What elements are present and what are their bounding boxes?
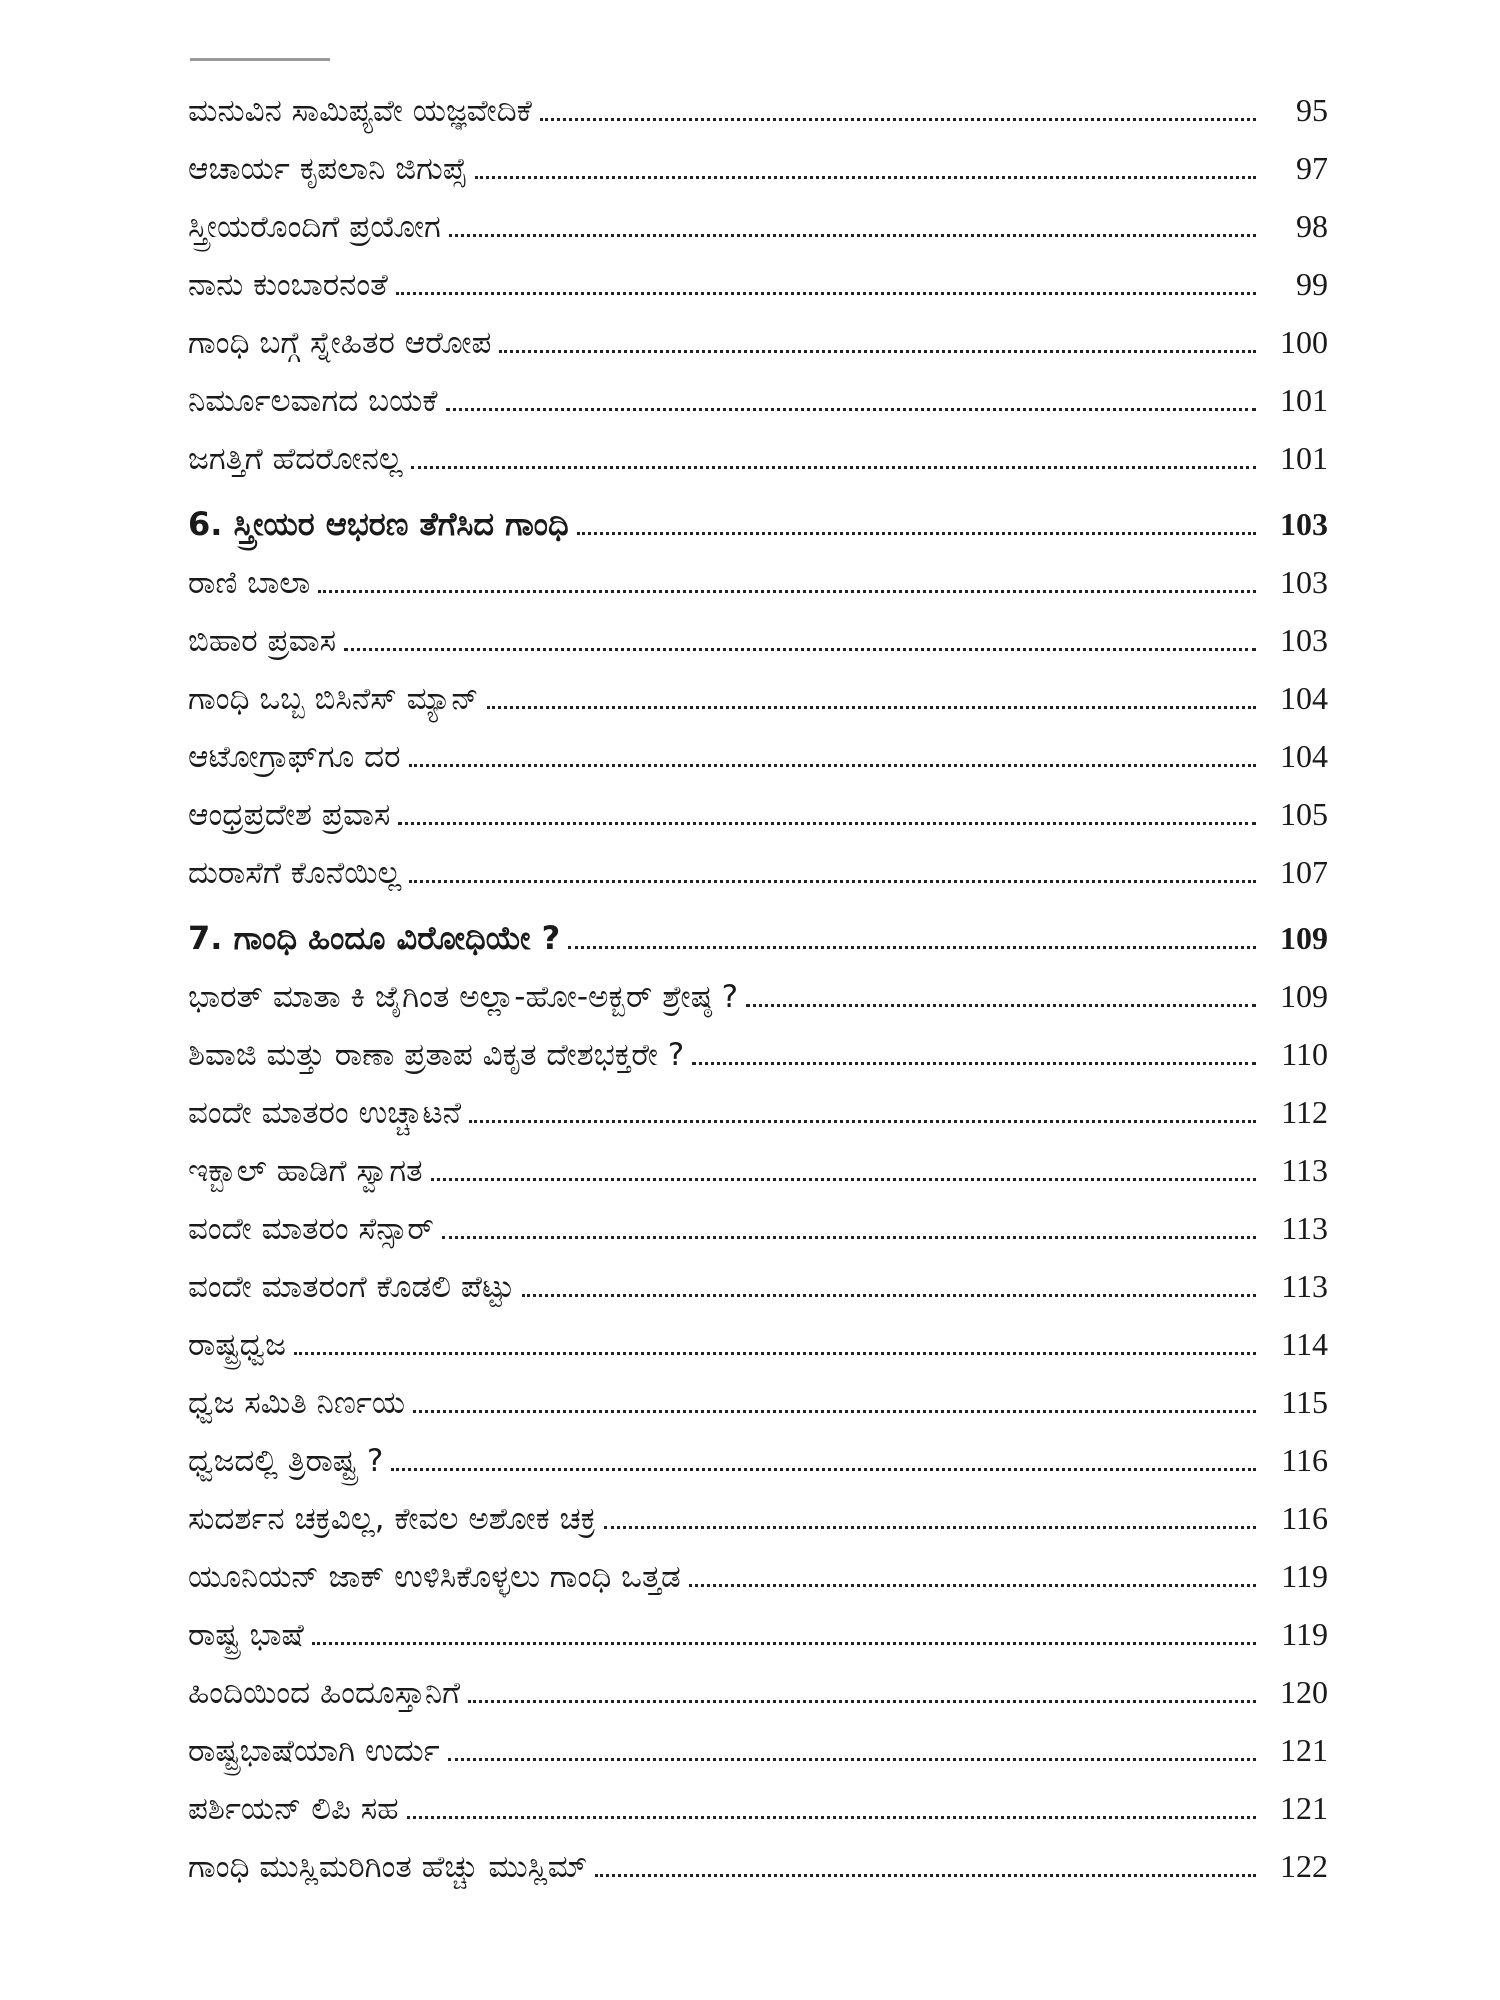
dot-leader xyxy=(398,822,1256,825)
toc-entry-title: ಇಕ್ಬಾಲ್ ಹಾಡಿಗೆ ಸ್ವಾಗತ xyxy=(188,1152,423,1189)
toc-entry-title: ಶಿವಾಜಿ ಮತ್ತು ರಾಣಾ ಪ್ರತಾಪ ವಿಕೃತ ದೇಶಭಕ್ತರೇ ? xyxy=(188,1036,685,1073)
toc-entry xyxy=(188,1536,1328,1594)
toc-entry-title: ವಂದೇ ಮಾತರಂಗೆ ಕೊಡಲಿ ಪೆಟ್ಟು xyxy=(188,1268,515,1305)
toc-entry xyxy=(188,542,1328,600)
toc-entry xyxy=(188,1420,1328,1478)
toc-entry-page: 112 xyxy=(1281,1093,1328,1130)
toc-entry-title: ರಾಷ್ಟ್ರಭಾಷೆಯಾಗಿ ಉರ್ದು xyxy=(188,1732,440,1769)
toc-entry-title: ದುರಾಸೆಗೆ ಕೊನೆಯಿಲ್ಲ xyxy=(188,854,402,891)
toc-entry xyxy=(188,658,1328,716)
dot-leader xyxy=(312,1642,1256,1645)
toc-entry-title: ರಾಣಿ ಬಾಲಾ xyxy=(188,564,311,601)
toc-entry-title: ವಂದೇ ಮಾತರಂ ಉಚ್ಚಾಟನೆ xyxy=(188,1094,462,1131)
dot-leader xyxy=(692,1062,1256,1065)
toc-entry-title: ಬಿಹಾರ ಪ್ರವಾಸ xyxy=(188,622,337,659)
toc-entry xyxy=(188,244,1328,302)
toc-entry-title: ಆಚಾರ್ಯ ಕೃಪಲಾನಿ ಜಿಗುಪ್ಸೆ xyxy=(188,150,467,187)
toc-entry xyxy=(188,360,1328,418)
toc-entry-page: 101 xyxy=(1280,381,1328,418)
toc-entry-page: 105 xyxy=(1280,795,1328,832)
toc-entry xyxy=(188,1072,1328,1130)
dot-leader xyxy=(449,234,1256,237)
toc-entry-page: 121 xyxy=(1280,1789,1328,1826)
toc-entry-title: ವಂದೇ ಮಾತರಂ ಸೆನ್ಸಾರ್ xyxy=(188,1210,434,1247)
dot-leader xyxy=(604,1526,1256,1529)
toc-entry xyxy=(188,1188,1328,1246)
toc-entry-page: 116 xyxy=(1281,1441,1328,1478)
toc-entry-page: 103 xyxy=(1280,563,1328,600)
toc-chapter-title: 6. ಸ್ತ್ರೀಯರ ಆಭರಣ ತೆಗೆಸಿದ ಗಾಂಧಿ xyxy=(188,504,569,543)
dot-leader xyxy=(448,1758,1256,1761)
toc-entry-page: 120 xyxy=(1280,1673,1328,1710)
toc-entry xyxy=(188,1130,1328,1188)
toc-entry xyxy=(188,128,1328,186)
dot-leader xyxy=(411,466,1256,469)
dot-leader xyxy=(499,350,1256,353)
dot-leader xyxy=(595,1874,1256,1877)
toc-entry-page: 115 xyxy=(1281,1383,1328,1420)
dot-leader xyxy=(746,1004,1256,1007)
toc-entry xyxy=(188,600,1328,658)
toc-entry-page: 109 xyxy=(1280,919,1328,956)
toc-entry-page: 98 xyxy=(1296,207,1328,244)
dot-leader xyxy=(318,590,1256,593)
toc-entry xyxy=(188,186,1328,244)
dot-leader xyxy=(294,1352,1256,1355)
toc-entry xyxy=(188,1014,1328,1072)
toc-entry-page: 101 xyxy=(1280,439,1328,476)
toc-entry xyxy=(188,70,1328,128)
toc-entry xyxy=(188,1826,1328,1884)
dot-leader xyxy=(446,408,1256,411)
dot-leader xyxy=(431,1178,1256,1181)
toc-chapter-heading xyxy=(188,890,1328,956)
toc-entry-title: ಗಾಂಧಿ ಮುಸ್ಲಿಮರಿಗಿಂತ ಹೆಚ್ಚು ಮುಸ್ಲಿಮ್ xyxy=(188,1848,588,1885)
toc-entry-page: 107 xyxy=(1280,853,1328,890)
toc-entry-title: ಭಾರತ್ ಮಾತಾ ಕಿ ಜೈಗಿಂತ ಅಲ್ಲಾ-ಹೋ-ಅಕ್ಬರ್ ಶ್ರೇಷ್ಠ ? xyxy=(188,978,739,1015)
dot-leader xyxy=(577,532,1256,535)
toc-entry xyxy=(188,302,1328,360)
toc-entry xyxy=(188,418,1328,476)
toc-entry-page: 100 xyxy=(1280,323,1328,360)
toc-entry-page: 97 xyxy=(1296,149,1328,186)
dot-leader xyxy=(475,176,1256,179)
toc-entry-title: ಸುದರ್ಶನ ಚಕ್ರವಿಲ್ಲ, ಕೇವಲ ಅಶೋಕ ಚಕ್ರ xyxy=(188,1500,596,1537)
toc-entry-title: ಯೂನಿಯನ್ ಜಾಕ್ ಉಳಿಸಿಕೊಳ್ಳಲು ಗಾಂಧಿ ಒತ್ತಡ xyxy=(188,1558,681,1595)
toc-entry-title: ಪರ್ಶಿಯನ್ ಲಿಪಿ ಸಹ xyxy=(188,1790,399,1827)
toc-entry-page: 104 xyxy=(1280,679,1328,716)
toc-entry-title: ಗಾಂಧಿ ಬಗ್ಗೆ ಸ್ನೇಹಿತರ ಆರೋಪ xyxy=(188,324,492,361)
toc-entry xyxy=(188,1246,1328,1304)
dot-leader xyxy=(413,1410,1256,1413)
toc-entry-title: ಆಂಧ್ರಪ್ರದೇಶ ಪ್ರವಾಸ xyxy=(188,796,391,833)
toc-entry-page: 121 xyxy=(1280,1731,1328,1768)
toc-entry-title: ಆಟೋಗ್ರಾಫ್‌ಗೂ ದರ xyxy=(188,738,401,775)
toc-entry-title: ಧ್ವಜದಲ್ಲಿ ತ್ರಿರಾಷ್ಟ್ರ ? xyxy=(188,1442,384,1479)
toc-entry-page: 95 xyxy=(1296,91,1328,128)
toc-entry-title: ಧ್ವಜ ಸಮಿತಿ ನಿರ್ಣಯ xyxy=(188,1384,406,1421)
toc-entry-title: ಗಾಂಧಿ ಒಬ್ಬ ಬಿಸಿನೆಸ್ ಮ್ಯಾನ್ xyxy=(188,680,479,717)
toc-entry-title: ಜಗತ್ತಿಗೆ ಹೆದರೋನಲ್ಲ xyxy=(188,440,403,477)
toc-entry-page: 116 xyxy=(1281,1499,1328,1536)
toc-entry-page: 103 xyxy=(1280,505,1328,542)
dot-leader xyxy=(409,880,1256,883)
toc-entry xyxy=(188,956,1328,1014)
toc-entry-page: 113 xyxy=(1281,1209,1328,1246)
dot-leader xyxy=(391,1468,1256,1471)
toc-entry-title: ರಾಷ್ಟ್ರ ಭಾಷೆ xyxy=(188,1616,304,1653)
dot-leader xyxy=(522,1294,1256,1297)
toc-entry-page: 122 xyxy=(1280,1847,1328,1884)
toc-entry-title: ರಾಷ್ಟ್ರಧ್ವಜ xyxy=(188,1326,286,1363)
toc-entry-page: 114 xyxy=(1281,1325,1328,1362)
toc-entry xyxy=(188,1304,1328,1362)
toc-chapter-heading xyxy=(188,476,1328,542)
toc-chapter-title: 7. ಗಾಂಧಿ ಹಿಂದೂ ವಿರೋಧಿಯೇ ? xyxy=(188,918,561,957)
toc-entry xyxy=(188,1710,1328,1768)
toc-entry-title: ಹಿಂದಿಯಿಂದ ಹಿಂದೂಸ್ತಾನಿಗೆ xyxy=(188,1674,461,1711)
toc-entry xyxy=(188,774,1328,832)
toc-entry xyxy=(188,1652,1328,1710)
dot-leader xyxy=(540,118,1256,121)
toc-entry xyxy=(188,1594,1328,1652)
toc-entry-page: 113 xyxy=(1281,1267,1328,1304)
toc-entry-page: 103 xyxy=(1280,621,1328,658)
dot-leader xyxy=(487,706,1256,709)
top-rule xyxy=(190,58,330,61)
toc-entry-title: ನಿರ್ಮೂಲವಾಗದ ಬಯಕೆ xyxy=(188,382,438,419)
dot-leader xyxy=(409,764,1256,767)
toc-entry-title: ಸ್ತ್ರೀಯರೊಂದಿಗೆ ಪ್ರಯೋಗ xyxy=(188,208,441,245)
toc-entry-page: 99 xyxy=(1296,265,1328,302)
table-of-contents xyxy=(188,70,1328,1884)
dot-leader xyxy=(468,1700,1256,1703)
toc-entry xyxy=(188,716,1328,774)
toc-entry-title: ಮನುವಿನ ಸಾಮಿಪ್ಯವೇ ಯಜ್ಞವೇದಿಕೆ xyxy=(188,92,532,129)
dot-leader xyxy=(568,946,1256,949)
dot-leader xyxy=(396,292,1256,295)
toc-entry xyxy=(188,1362,1328,1420)
toc-entry xyxy=(188,832,1328,890)
toc-entry-title: ನಾನು ಕುಂಬಾರನಂತೆ xyxy=(188,266,388,303)
dot-leader xyxy=(469,1120,1256,1123)
toc-entry-page: 104 xyxy=(1280,737,1328,774)
toc-entry-page: 110 xyxy=(1281,1035,1328,1072)
toc-entry-page: 119 xyxy=(1281,1557,1328,1594)
dot-leader xyxy=(442,1236,1256,1239)
toc-entry-page: 113 xyxy=(1281,1151,1328,1188)
dot-leader xyxy=(689,1584,1256,1587)
toc-entry-page: 109 xyxy=(1280,977,1328,1014)
dot-leader xyxy=(344,648,1256,651)
toc-entry xyxy=(188,1768,1328,1826)
toc-entry-page: 119 xyxy=(1281,1615,1328,1652)
dot-leader xyxy=(407,1816,1256,1819)
toc-entry xyxy=(188,1478,1328,1536)
